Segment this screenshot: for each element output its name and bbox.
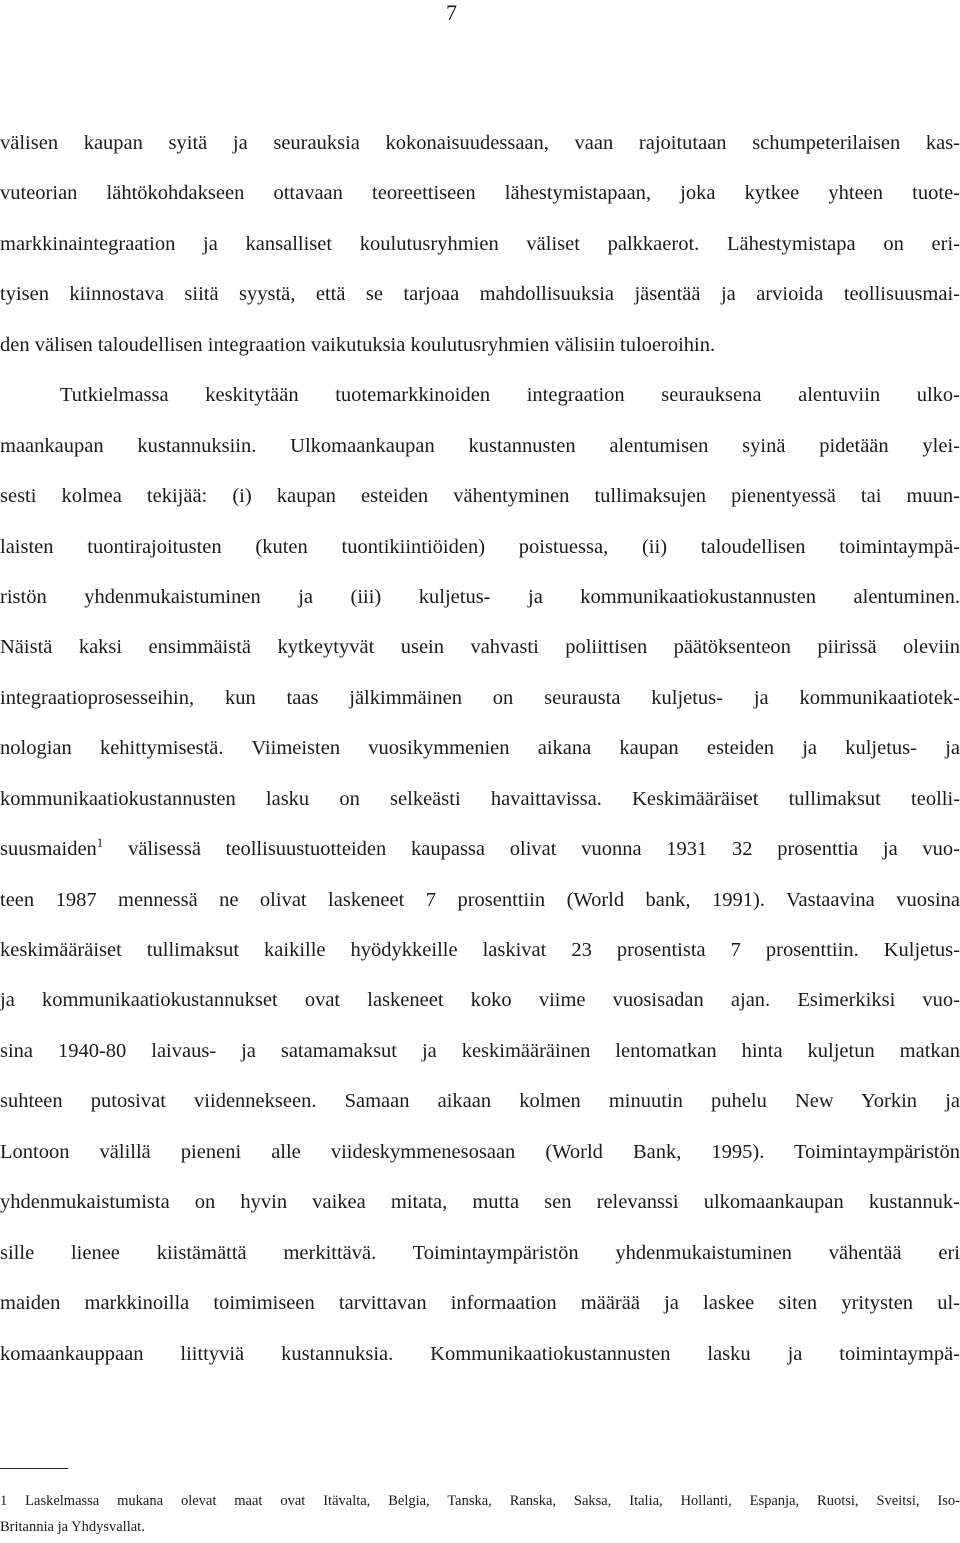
footnote-line: Britannia ja Yhdysvallat.: [0, 1519, 145, 1535]
text-line: keskimääräiset tullimaksut kaikille hyödykkeille laskivat 23 prosentista 7 prosenttiin. Kuljetus-: [0, 939, 960, 961]
text-line: maankaupan kustannuksiin. Ulkomaankaupan kustannusten alentumisen syinä pidetään ylei-: [0, 434, 960, 457]
text-line: sille lienee kiistämättä merkittävä. Toimintaympäristön yhdenmukaistuminen vähentää eri: [0, 1241, 960, 1264]
footnote-divider: [0, 1468, 68, 1469]
text-line: sesti kolmea tekijää: (i) kaupan esteiden vähentyminen tullimaksujen pienentyessä tai muun-: [0, 485, 960, 508]
text-line: den välisen taloudellisen integraation vaikutuksia koulutusryhmien välisiin tuloeroihin.: [0, 333, 716, 356]
text-line: Näistä kaksi ensimmäistä kytkeytyvät usein vahvasti poliittisen päätöksenteon piirissä oleviin: [0, 636, 960, 659]
text-line: ristön yhdenmukaistuminen ja (iii) kuljetus- ja kommunikaatiokustannusten alentuminen.: [0, 585, 960, 608]
text-line: Lontoon välillä pieneni alle viideskymmenesosaan (World Bank, 1995). Toimintaympäristön: [0, 1140, 960, 1163]
body-text: [0, 118, 960, 1379]
footnote-ref-mark[interactable]: 1: [96, 835, 104, 851]
text-line: vuteorian lähtökohdakseen ottavaan teoreettiseen lähestymistapaan, joka kytkee yhteen tuote-: [0, 182, 960, 205]
text-line-remainder: välisessä teollisuustuotteiden kaupassa olivat vuonna 1931 32 prosenttia ja vuo-: [128, 838, 960, 861]
text-line: markkinaintegraation ja kansalliset koulutusryhmien väliset palkkaerot. Lähestymistapa on eri-: [0, 232, 960, 255]
text-line: laisten tuontirajoitusten (kuten tuontikiintiöiden) poistuessa, (ii) taloudellisen toimintaympä-: [0, 535, 960, 558]
footnote-mark: 1: [0, 1493, 8, 1509]
footnote: [0, 1488, 960, 1540]
text-line: maiden markkinoilla toimimiseen tarvittavan informaation määrää ja laskee siten yritysten ul-: [0, 1292, 960, 1315]
text-line: tyisen kiinnostava siitä syystä, että se tarjoaa mahdollisuuksia jäsentää ja arvioida teollisuusmai-: [0, 283, 960, 306]
footnote-line: [0, 1488, 960, 1514]
text-line: välisen kaupan syitä ja seurauksia kokonaisuudessaan, vaan rajoitutaan schumpeterilaisen kas-: [0, 132, 960, 154]
text-line: ja kommunikaatiokustannukset ovat laskeneet koko viime vuosisadan ajan. Esimerkiksi vuo-: [0, 989, 960, 1012]
page-number: 7: [446, 0, 457, 25]
footnote-text: Laskelmassa mukana olevat maat ovat Itävalta, Belgia, Tanska, Ranska, Saksa, Italia, Hollanti, Espanja, Ruotsi, Sveitsi, Iso-: [25, 1493, 960, 1509]
text-line: sina 1940-80 laivaus- ja satamamaksut ja keskimääräinen lentomatkan hinta kuljetun matkan: [0, 1039, 960, 1062]
text-line: komaankauppaan liittyviä kustannuksia. Kommunikaatiokustannusten lasku ja toimintaympä-: [0, 1342, 960, 1365]
text-line: Tutkielmassa keskitytään tuotemarkkinoiden integraation seurauksena alentuviin ulko-: [60, 384, 960, 407]
text-line: integraatioprosesseihin, kun taas jälkimmäinen on seurausta kuljetus- ja kommunikaatiotek-: [0, 686, 960, 709]
text-line-with-footnote-ref: [0, 824, 960, 874]
text-line: teen 1987 mennessä ne olivat laskeneet 7 prosenttiin (World bank, 1991). Vastaavina vuosina: [0, 888, 960, 911]
text-line: yhdenmukaistumista on hyvin vaikea mitata, mutta sen relevanssi ulkomaankaupan kustannuk-: [0, 1191, 960, 1214]
text-line: suhteen putosivat viidennekseen. Samaan aikaan kolmen minuutin puhelu New Yorkin ja: [0, 1090, 960, 1113]
footnote-ref-word: suusmaiden: [0, 838, 97, 861]
text-line: kommunikaatiokustannusten lasku on selkeästi havaittavissa. Keskimääräiset tullimaksut teolli-: [0, 787, 960, 810]
text-line: nologian kehittymisestä. Viimeisten vuosikymmenien aikana kaupan esteiden ja kuljetus- ja: [0, 737, 960, 760]
